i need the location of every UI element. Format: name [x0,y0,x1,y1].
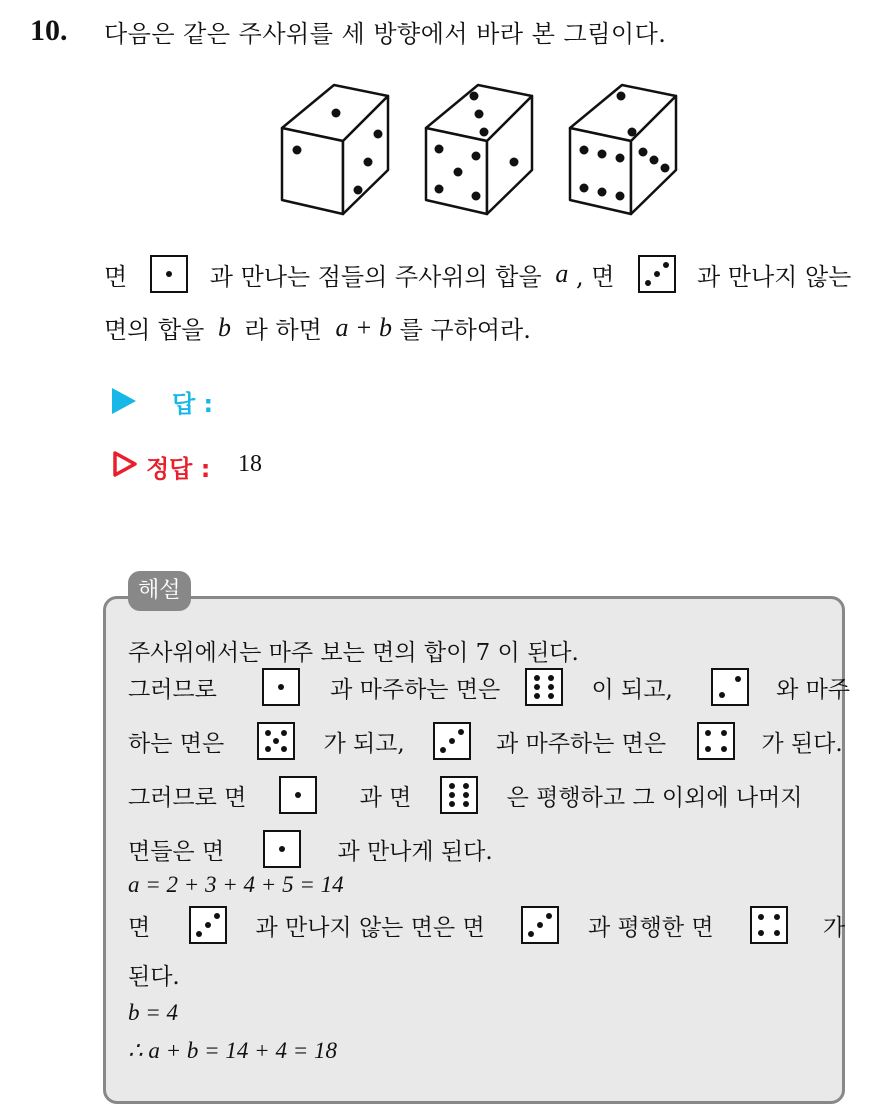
text: 를 구하여라. [399,316,531,344]
die-face-2-icon [711,668,749,706]
die-face-1-icon [263,830,301,868]
text: , 면 [575,262,615,291]
text: 와 마주 [776,676,851,703]
die-face-1-icon [262,668,300,706]
question-line-2 [104,310,531,345]
question-text: 다음은 같은 주사위를 세 방향에서 바라 본 그림이다. [104,20,667,48]
text: 면 [104,262,128,291]
text: 과 만나지 않는 [696,262,852,291]
exp-eq-b: b = 4 [128,1000,179,1025]
correct-arrow-icon [112,450,138,478]
exp-line-3 [128,722,843,760]
dice-figure [276,80,696,225]
die-face-3-icon [521,906,559,944]
text: 라 하면 [244,316,322,344]
die-face-3-icon [189,906,227,944]
text: 과 마주하는 면은 [495,730,667,757]
correct-answer-value: 18 [238,451,262,477]
exp-line-5 [128,830,493,868]
text: 가 되고, [323,730,405,757]
text: 은 평행하고 그 이외에 나머지 [506,784,803,811]
text: 이 되고, [591,676,673,703]
die-face-4-icon [750,906,788,944]
die-face-1-icon [279,776,317,814]
text: 과 만나게 된다. [337,838,493,865]
exp-line-2 [128,668,850,706]
die-face-3-icon [433,722,471,760]
die-face-6-icon [525,668,563,706]
exp-line-7 [128,906,845,944]
exp-line-4 [128,776,803,814]
correct-answer-label: 정답 : [146,455,211,483]
text: 과 만나지 않는 면은 면 [255,914,485,941]
text: 된다. [128,964,180,990]
exp-eq-a: a = 2 + 3 + 4 + 5 = 14 [128,872,344,897]
var-a: a [555,259,569,288]
text: 면의 합을 [104,316,205,344]
answer-arrow-icon [112,388,136,414]
die-face-5-icon [257,722,295,760]
die-face-6-icon [440,776,478,814]
text: 그러므로 [128,676,217,703]
question-line-1 [104,255,851,293]
die-face-3-icon [638,255,676,293]
text: 가 된다. [761,730,843,757]
die-face-4-icon [697,722,735,760]
var-b: b [218,312,232,342]
exp-line-1 [128,634,579,667]
text: 과 면 [359,784,412,811]
exp-line-8 [128,958,180,991]
text: 면들은 면 [128,838,225,865]
explanation-tag: 해설 [128,571,191,611]
text: 과 만나는 점들의 주사위의 합을 [209,262,542,291]
answer-label: 답 : [172,390,214,418]
text: 면 [128,914,151,941]
text: 주사위에서는 마주 보는 면의 합이 7 이 된다. [128,640,579,666]
text: 그러므로 면 [128,784,247,811]
text: 과 마주하는 면은 [330,676,501,703]
expr-a-plus-b: a + b [335,312,393,342]
question-number: 10. [30,14,68,47]
text: 과 평행한 면 [587,914,714,941]
text: 가 [822,914,846,941]
text: 하는 면은 [128,730,225,757]
exp-eq-final: ∴ a + b = 14 + 4 = 18 [128,1038,337,1063]
die-face-1-icon [150,255,188,293]
